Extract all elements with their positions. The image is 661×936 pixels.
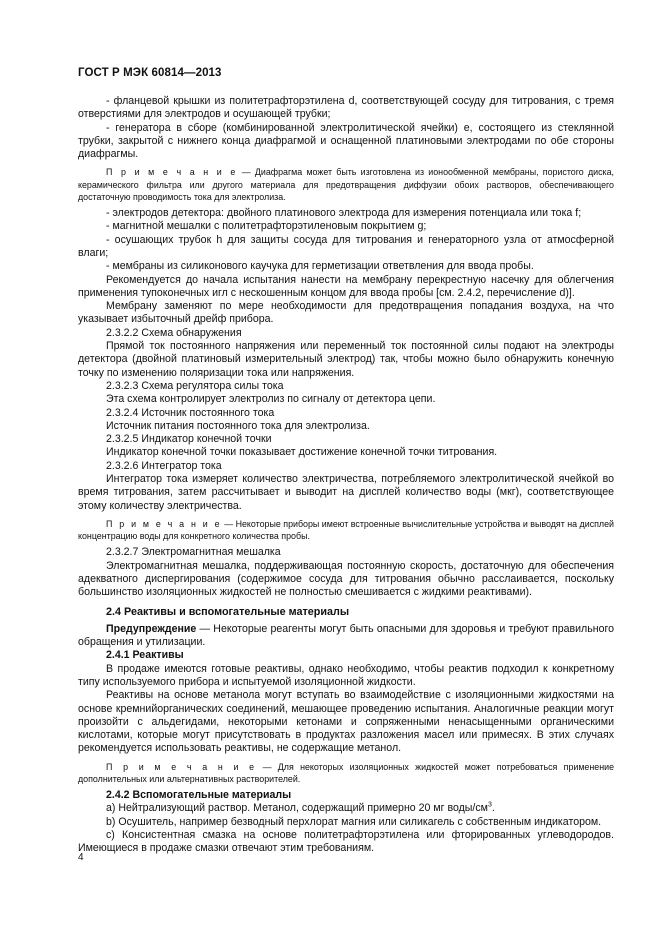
subsection-heading: 2.3.2.4 Источник постоянного тока xyxy=(106,406,275,419)
paragraph: Реактивы на основе метанола могут вступать во взаимодействие с изоляционными жидкостями на основе кремнийорганических соединений, мешающее проведению испытания. Аналогичные реакции могут произойти с альдегидами, некоторыми кетонами и сопряженными ненасыщенными органическими кислотами, которые могут присутствовать в продуктах разложения масел или примесях. В этих случаях рекомендуется использовать реактивы, не содержащие метанол. xyxy=(78,689,614,755)
list-item: c) Консистентная смазка на основе политетрафторэтилена или фторированных углеводородов. Имеющиеся в продаже смазки отвечают этим требованиям. xyxy=(78,829,614,855)
note-label: П р и м е ч а н и е xyxy=(106,518,222,529)
paragraph: Эта схема контролирует электролиз по сигналу от детектора цепи. xyxy=(106,393,436,406)
subsection-heading: 2.4.1 Реактивы xyxy=(106,649,184,662)
subsection-heading: 2.3.2.2 Схема обнаружения xyxy=(106,326,242,339)
paragraph: Прямой ток постоянного напряжения или переменный ток постоянной силы подают на электроды детектора (двойной платиновый измерительный электрод) так, чтобы можно было обнаружить конечную точку по изменению поляризации тока или напряжения. xyxy=(78,340,614,379)
warning-label: Предупреждение xyxy=(106,622,197,635)
note-paragraph xyxy=(78,166,614,203)
subsection-heading: 2.3.2.3 Схема регулятора силы тока xyxy=(106,379,284,392)
list-item: - мембраны из силиконового каучука для герметизации ответвления для ввода пробы. xyxy=(106,260,534,273)
list-item: - фланцевой крышки из политетрафторэтилена d, соответствующей сосуду для титрования, с тремя отверстиями для электродов и осушающей трубки; xyxy=(78,95,614,121)
paragraph: Рекомендуется до начала испытания нанести на мембрану перекрестную насечку для облегчения применения тупоконечных игл с нескошенным концом для ввода пробы [см. 2.4.2, перечисление d)]. xyxy=(78,273,614,299)
paragraph: Источник питания постоянного тока для электролиза. xyxy=(106,419,370,432)
paragraph: Интегратор тока измеряет количество электричества, потребляемого электролитической ячейкой во время титрования, затем рассчитывает и выводит на дисплей количество воды (мкг), соответствующее этому количеству электричества. xyxy=(78,473,614,512)
note-text: — Некоторые приборы имеют встроенные вычислительные устройства и выводят на дисплей концентрацию воды для конкретного количества пробы. xyxy=(78,518,615,542)
list-item: b) Осушитель, например безводный перхлорат магния или силикагель с собственным индикатором. xyxy=(106,815,602,828)
note-text: — Для некоторых изоляционных жидкостей может потребоваться применение дополнительных или альтернативных растворителей. xyxy=(78,761,615,784)
warning-text: — Некоторые реагенты могут быть опасными для здоровья и требуют правильного обращения и утилизации. xyxy=(78,622,614,649)
document-body xyxy=(78,95,614,856)
paragraph: В продаже имеются готовые реактивы, однако необходимо, чтобы реактив подходил к конкретному типу используемого прибора и испытуемой изоляционной жидкости. xyxy=(78,662,614,688)
subsection-heading: 2.3.2.5 Индикатор конечной точки xyxy=(106,433,272,446)
page-number: 4 xyxy=(78,852,84,863)
subsection-heading: 2.3.2.7 Электромагнитная мешалка xyxy=(106,546,281,559)
note-label: П р и м е ч а н и е xyxy=(106,167,238,178)
note-paragraph xyxy=(78,761,614,785)
note-text: — Диафрагма может быть изготовлена из ионообменной мембраны, пористого диска, керамического фильтра или другого материала для предотвращения диффузии обоих растворов, обеспечивающего достаточную проводимость тока для электролиза. xyxy=(78,167,615,202)
list-item-text: a) Нейтрализующий раствор. Метанол, содержащий примерно 20 мг воды/см xyxy=(106,802,488,815)
list-item: - магнитной мешалки с политетрафторэтиленовым покрытием g; xyxy=(106,220,427,233)
list-item xyxy=(78,802,614,815)
section-heading: 2.4 Реактивы и вспомогательные материалы xyxy=(106,605,350,618)
paragraph: Мембрану заменяют по мере необходимости для предотвращения попадания воздуха, на что указывает избыточный дрейф прибора. xyxy=(78,300,614,326)
note-paragraph xyxy=(78,518,614,542)
paragraph: Индикатор конечной точки показывает достижение конечной точки титрования. xyxy=(106,446,498,459)
list-item-text-end: . xyxy=(491,802,495,815)
subsection-heading: 2.3.2.6 Интегратор тока xyxy=(106,459,222,472)
page-header-title: ГОСТ Р МЭК 60814—2013 xyxy=(78,67,222,79)
paragraph: Электромагнитная мешалка, поддерживающая постоянную скорость, достаточную для обеспечения адекватного диспергирования (содержимое сосуда для титрования обычно расслаивается, поскольку большинство изоляционных жидкостей не полностью смешивается с жидкими реактивами). xyxy=(78,559,614,599)
subsection-heading: 2.4.2 Вспомогательные материалы xyxy=(106,789,292,802)
list-item: - генератора в сборе (комбинированной электролитической ячейки) e, состоящего из стеклянной трубки, закрытой с нижнего конца диафрагмой и оснащенной платиновыми электродами по обе стороны диафрагмы. xyxy=(78,121,614,161)
superscript: 3 xyxy=(487,801,492,809)
list-item: - электродов детектора: двойного платинового электрода для измерения потенциала или тока f; xyxy=(106,207,582,220)
warning-paragraph xyxy=(78,623,614,650)
note-label: П р и м е ч а н и е xyxy=(106,761,257,772)
list-item: - осушающих трубок h для защиты сосуда для титрования и генераторного узла от атмосферной влаги; xyxy=(78,233,614,259)
